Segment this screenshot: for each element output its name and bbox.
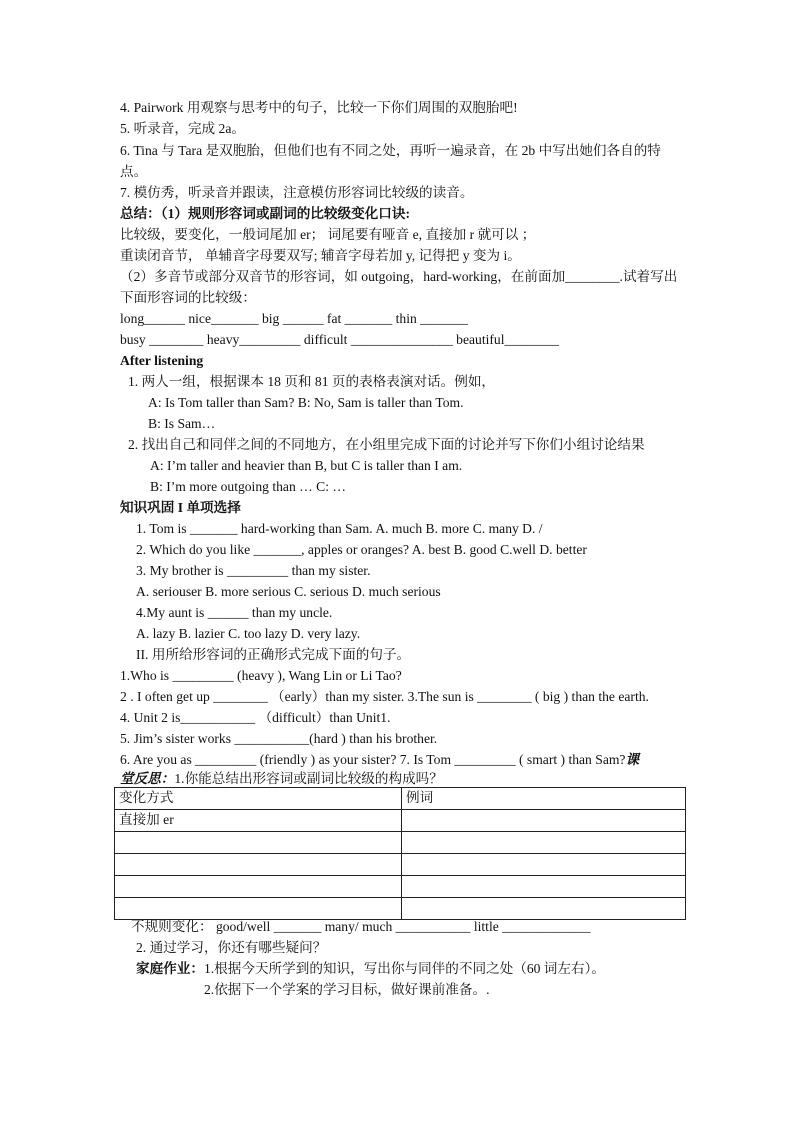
rule-multisyllable: （2）多音节或部分双音节的形容词，如 outgoing，hard-working，在前面加________.试着写出 bbox=[120, 269, 678, 284]
fill-in-1: 1.Who is _________ (heavy ), Wang Lin or Li Tao? bbox=[120, 668, 402, 683]
table-cell bbox=[402, 854, 686, 876]
rule-line-1: 比较级，要变化，一般词尾加 er； 词尾要有哑音 e, 直接加 r 就可以 ； bbox=[120, 227, 536, 242]
fill-in-6-7-text: 6. Are you as _________ (friendly ) as your sister? 7. Is Tom _________ ( smart ) than Sam? bbox=[120, 752, 626, 767]
rule-line-2: 重读闭音节， 单辅音字母要双写; 辅音字母若加 y, 记得把 y 变为 i。 bbox=[120, 248, 521, 263]
mc-question-3-options: A. seriouser B. more serious C. serious D. much serious bbox=[136, 584, 441, 599]
table-row bbox=[115, 810, 686, 832]
dialogue-line-2: B: Is Sam… bbox=[148, 416, 216, 431]
step-7: 7. 模仿秀，听录音并跟读，注意模仿形容词比较级的读音。 bbox=[120, 185, 474, 200]
step-4: 4. Pairwork 用观察与思考中的句子，比较一下你们周围的双胞胎吧! bbox=[120, 100, 518, 115]
listening-task-2: 2. 找出自己和同伴之间的不同地方，在小组里完成下面的讨论并写下你们小组讨论结果 bbox=[128, 437, 645, 452]
practice-heading: 知识巩固 I 单项选择 bbox=[120, 500, 241, 515]
comparative-table bbox=[114, 787, 686, 920]
reflection-label-start: 课 bbox=[625, 752, 640, 767]
rule-multisyllable-cont: 下面形容词的比较级： bbox=[120, 290, 256, 305]
table-cell bbox=[115, 832, 402, 854]
reflection-question-1: 1.你能总结出形容词或副词比较级的构成吗？ bbox=[174, 771, 443, 786]
adjectives-row-2: busy ________ heavy_________ difficult _______________ beautiful________ bbox=[120, 332, 559, 347]
table-cell-example bbox=[402, 810, 686, 832]
table-row bbox=[115, 876, 686, 898]
dialogue-line-1: A: Is Tom taller than Sam? B: No, Sam is taller than Tom. bbox=[148, 395, 464, 410]
homework-label: 家庭作业： bbox=[136, 961, 204, 976]
after-listening-heading: After listening bbox=[120, 353, 204, 368]
discussion-line-1: A: I’m taller and heavier than B, but C is taller than I am. bbox=[150, 458, 463, 473]
table-cell bbox=[115, 854, 402, 876]
table-row bbox=[115, 832, 686, 854]
table-header-row bbox=[115, 788, 686, 810]
listening-task-1: 1. 两人一组，根据课本 18 页和 81 页的表格表演对话。例如， bbox=[128, 374, 496, 389]
mc-question-4-options: A. lazy B. lazier C. too lazy D. very lazy. bbox=[136, 626, 361, 641]
fill-in-6-7 bbox=[120, 750, 639, 770]
discussion-line-2: B: I’m more outgoing than … C: … bbox=[150, 479, 346, 494]
homework-task-2: 2.依据下一个学案的学习目标，做好课前准备。. bbox=[204, 982, 490, 997]
mc-question-2: 2. Which do you like _______, apples or oranges? A. best B. good C.well D. better bbox=[136, 542, 587, 557]
summary-heading: 总结：（1）规则形容词或副词的比较级变化口诀: bbox=[120, 206, 410, 221]
reflection-line bbox=[120, 769, 443, 789]
table-header-method: 变化方式 bbox=[115, 788, 402, 810]
fill-in-4: 4. Unit 2 is___________ （difficult）than Unit1. bbox=[120, 710, 391, 725]
irregular-forms: 不规则变化： good/well _______ many/ much ___________ little _____________ bbox=[131, 919, 591, 934]
table-cell bbox=[115, 876, 402, 898]
reflection-question-2: 2. 通过学习，你还有哪些疑问？ bbox=[136, 940, 327, 955]
table-cell-method: 直接加 er bbox=[115, 810, 402, 832]
mc-question-4: 4.My aunt is ______ than my uncle. bbox=[136, 605, 333, 620]
mc-question-1: 1. Tom is _______ hard-working than Sam. A. much B. more C. many D. / bbox=[136, 521, 543, 536]
table-header-example: 例词 bbox=[402, 788, 686, 810]
table-cell bbox=[402, 876, 686, 898]
step-6-cont: 点。 bbox=[120, 164, 148, 179]
fill-in-heading: II. 用所给形容词的正确形式完成下面的句子。 bbox=[136, 647, 411, 662]
step-5: 5. 听录音，完成 2a。 bbox=[120, 121, 245, 136]
mc-question-3: 3. My brother is _________ than my sister. bbox=[136, 563, 371, 578]
step-6: 6. Tina 与 Tara 是双胞胎，但他们也有不同之处，再听一遍录音，在 2b 中写出她们各自的特 bbox=[120, 143, 661, 158]
fill-in-5: 5. Jim’s sister works ___________(hard ) than his brother. bbox=[120, 731, 438, 746]
fill-in-2-3: 2 . I often get up ________ （early）than my sister. 3.The sun is ________ ( big ) than the earth. bbox=[120, 689, 649, 704]
homework-line bbox=[136, 959, 605, 979]
table-row bbox=[115, 854, 686, 876]
reflection-label-end: 堂反思： bbox=[120, 771, 175, 786]
adjectives-row-1: long______ nice_______ big ______ fat _______ thin _______ bbox=[120, 311, 468, 326]
table-cell bbox=[402, 832, 686, 854]
homework-task-1: 1.根据今天所学到的知识，写出你与同伴的不同之处（60 词左右）。 bbox=[203, 961, 605, 976]
